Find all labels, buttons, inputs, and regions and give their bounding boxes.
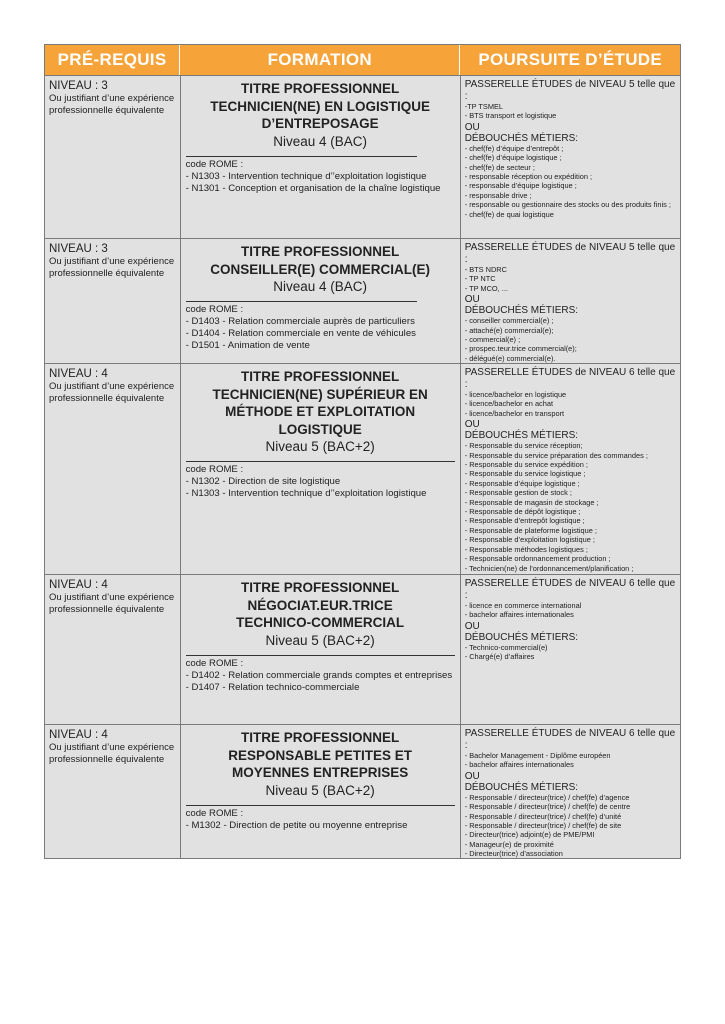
- rome-code-item: - N1302 - Direction de site logistique: [185, 476, 341, 487]
- prerequis-note: Ou justifiant d’une expérience professionnelle équivalente: [49, 381, 175, 404]
- formation-level: Niveau 4 (BAC): [273, 133, 368, 149]
- debouche-item: - chef(fe) d’équipe d’entrepôt ;: [464, 143, 564, 153]
- table-row: [44, 725, 681, 859]
- ou-separator: OU: [464, 121, 480, 133]
- rome-code-label: code ROME :: [185, 158, 244, 170]
- formation-cell: [180, 239, 460, 363]
- ou-separator: OU: [464, 770, 480, 782]
- prerequis-cell: [45, 76, 180, 238]
- prerequis-note: Ou justifiant d’une expérience professionnelle équivalente: [49, 592, 175, 615]
- ou-separator: OU: [464, 419, 480, 431]
- rome-code-item: - D1402 - Relation commerciale grands comptes et entreprises: [185, 669, 453, 681]
- formation-title-line: MÉTHODE ET EXPLOITATION: [225, 404, 416, 419]
- passerelle-item: - BTS NDRC: [464, 265, 507, 274]
- prerequis-level: NIVEAU : 3: [49, 80, 108, 92]
- debouche-item: - Responsable du service préparation des commandes ;: [464, 450, 648, 460]
- formation-table: [44, 44, 681, 859]
- formation-title-line: TITRE PROFESSIONNEL: [241, 244, 400, 259]
- formation-title-line: TECHNICO-COMMERCIAL: [236, 615, 405, 630]
- debouche-item: - responsable drive ;: [464, 190, 532, 200]
- rome-code-item: - D1407 - Relation technico-commerciale: [185, 681, 360, 693]
- rome-code-label: code ROME :: [185, 657, 244, 669]
- table-row: [44, 239, 681, 364]
- formation-title-line: TITRE PROFESSIONNEL: [241, 730, 400, 745]
- debouche-item: - Responsable gestion de stock ;: [464, 488, 572, 498]
- passerelle-item: - licence/bachelor en achat: [464, 399, 554, 409]
- formation-level: Niveau 5 (BAC+2): [265, 782, 375, 798]
- poursuite-cell: [460, 725, 680, 858]
- table-row: [44, 76, 681, 239]
- debouche-item: - Responsable méthodes logistiques ;: [464, 544, 588, 554]
- prerequis-level: NIVEAU : 4: [49, 368, 108, 380]
- debouche-item: - responsable d’équipe logistique ;: [464, 181, 577, 191]
- debouche-item: - Technico-commercial(e): [464, 642, 548, 652]
- debouche-item: - Responsable / directeur(trice) / chef(fe) de centre: [464, 802, 631, 812]
- formation-title-line: TECHNICIEN(NE) SUPÉRIEUR EN: [212, 386, 428, 402]
- rome-code-label: code ROME :: [185, 807, 244, 819]
- formation-level: Niveau 4 (BAC): [273, 279, 368, 294]
- prerequis-note: Ou justifiant d’une expérience professionnelle équivalente: [49, 93, 175, 116]
- table-row: [44, 575, 681, 725]
- formation-cell: [180, 364, 460, 574]
- ou-separator: OU: [464, 620, 480, 632]
- prerequis-level: NIVEAU : 3: [49, 243, 108, 255]
- divider: [186, 805, 455, 806]
- passerelle-item: - BTS transport et logistique: [464, 111, 557, 121]
- prerequis-note: Ou justifiant d’une expérience professionnelle équivalente: [49, 742, 175, 765]
- poursuite-cell: [460, 575, 680, 724]
- formation-cell: [180, 725, 460, 858]
- passerelle-item: - bachelor affaires internationales: [464, 760, 574, 770]
- header-prerequis: PRÉ-REQUIS: [57, 50, 167, 69]
- table-body: [44, 76, 681, 859]
- debouches-heading: DÉBOUCHÉS MÉTIERS:: [464, 631, 579, 643]
- passerelle-item: - licence en commerce international: [464, 601, 582, 610]
- debouche-item: - prospec.teur.trice commercial(e);: [464, 344, 577, 354]
- debouche-item: - responsable ou gestionnaire des stocks ou des produits finis ;: [464, 200, 671, 210]
- formation-title-line: RESPONSABLE PETITES ET: [228, 747, 413, 763]
- rome-code-item: - N1303 - Intervention technique d’’exploitation logistique: [185, 488, 427, 499]
- poursuite-cell: [460, 239, 680, 363]
- formation-level: Niveau 5 (BAC+2): [265, 632, 375, 648]
- passerelle-item: -TP TSMEL: [464, 102, 504, 111]
- table-row: [44, 364, 681, 575]
- debouche-item: - Directeur(trice) d’association: [464, 849, 563, 858]
- debouche-item: - Manageur(e) de proximité: [464, 839, 554, 849]
- debouche-item: - chef(fe) d’équipe logistique ;: [464, 153, 562, 163]
- divider: [186, 461, 455, 462]
- debouche-item: - Responsable ordonnancement production ;: [464, 554, 611, 564]
- rome-code-label: code ROME :: [185, 464, 244, 475]
- ou-separator: OU: [464, 294, 480, 306]
- formation-title-line: D’ENTREPOSAGE: [261, 116, 379, 131]
- divider: [186, 301, 417, 302]
- header-poursuite: POURSUITE D’ÉTUDE: [459, 45, 680, 75]
- debouche-item: - attaché(e) commercial(e);: [464, 325, 554, 335]
- debouche-item: - responsable réception ou expédition ;: [464, 172, 593, 182]
- passerelle-item: - TP MCO, ...: [464, 283, 508, 293]
- passerelle-item: - licence/bachelor en logistique: [464, 390, 567, 399]
- prerequis-level: NIVEAU : 4: [49, 579, 108, 591]
- debouche-item: - Responsable de dépôt logistique ;: [464, 507, 581, 517]
- formation-title-line: LOGISTIQUE: [278, 421, 362, 437]
- debouche-item: - Responsable d’entrepôt logistique ;: [464, 516, 585, 526]
- passerelle-heading: PASSERELLE ÉTUDES de NIVEAU 5 telle que :: [464, 79, 676, 102]
- debouche-item: - Technicien(ne) de l’ordonnancement/planification ;: [464, 563, 634, 573]
- prerequis-cell: [45, 239, 180, 363]
- debouche-item: - Responsable / directeur(trice) / chef(fe) de site: [464, 821, 622, 831]
- passerelle-item: - bachelor affaires internationales: [464, 610, 574, 620]
- rome-code-item: - M1302 - Direction de petite ou moyenne entreprise: [185, 819, 408, 831]
- formation-cell: [180, 76, 460, 238]
- divider: [186, 156, 417, 157]
- passerelle-heading: PASSERELLE ÉTUDES de NIVEAU 6 telle que :: [464, 367, 676, 390]
- rome-code-item: - N1303 - Intervention technique d’’exploitation logistique: [185, 170, 427, 182]
- debouches-heading: DÉBOUCHÉS MÉTIERS:: [464, 430, 579, 442]
- formation-title-line: TECHNICIEN(NE) EN LOGISTIQUE: [210, 98, 431, 114]
- debouche-item: - Responsable du service expédition ;: [464, 460, 588, 470]
- poursuite-cell: [460, 76, 680, 238]
- debouche-item: - Responsable du service réception;: [464, 441, 583, 451]
- formation-title-line: MOYENNES ENTREPRISES: [231, 765, 409, 780]
- formation-level: Niveau 5 (BAC+2): [265, 439, 375, 454]
- table-header: [44, 44, 681, 76]
- debouche-item: - Responsable de magasin de stockage ;: [464, 497, 599, 507]
- debouche-item: - chef(fe) de secteur ;: [464, 162, 535, 172]
- debouche-item: - Responsable / directeur(trice) / chef(fe) d’unité: [464, 811, 622, 821]
- debouche-item: - Responsable d’équipe logistique ;: [464, 478, 580, 488]
- debouche-item: - Responsable de plateforme logistique ;: [464, 525, 597, 535]
- debouche-item: - commercial(e) ;: [464, 335, 521, 345]
- passerelle-item: - licence/bachelor en transport: [464, 408, 565, 418]
- debouche-item: - délégué(e) commercial(e).: [464, 353, 556, 363]
- rome-code-item: - D1404 - Relation commerciale en vente de véhicules: [185, 328, 416, 339]
- rome-code-item: - N1301 - Conception et organisation de la chaîne logistique: [185, 182, 441, 194]
- prerequis-cell: [45, 364, 180, 574]
- formation-title-line: NÉGOCIAT.EUR.TRICE: [247, 597, 393, 613]
- debouches-heading: DÉBOUCHÉS MÉTIERS:: [464, 305, 579, 317]
- poursuite-cell: [460, 364, 680, 574]
- debouche-item: - Responsable / directeur(trice) / chef(fe) d’agence: [464, 792, 630, 802]
- passerelle-heading: PASSERELLE ÉTUDES de NIVEAU 5 telle que :: [464, 242, 676, 265]
- header-formation: FORMATION: [179, 45, 459, 75]
- formation-title-line: CONSEILLER(E) COMMERCIAL(E): [210, 261, 430, 277]
- rome-code-label: code ROME :: [185, 304, 244, 315]
- rome-code-item: - D1403 - Relation commerciale auprès de particuliers: [185, 316, 415, 327]
- debouche-item: - Responsable du service logistique ;: [464, 469, 586, 479]
- formation-title-line: TITRE PROFESSIONNEL: [241, 369, 400, 384]
- formation-cell: [180, 575, 460, 724]
- prerequis-cell: [45, 725, 180, 858]
- passerelle-item: - Bachelor Management - Diplôme européen: [464, 751, 611, 760]
- debouche-item: - conseiller commercial(e) ;: [464, 316, 554, 326]
- debouche-item: - chef(fe) de quai logistique: [464, 209, 554, 219]
- debouches-heading: DÉBOUCHÉS MÉTIERS:: [464, 781, 579, 793]
- debouches-heading: DÉBOUCHÉS MÉTIERS:: [464, 132, 579, 144]
- debouche-item: - Directeur(trice) adjoint(e) de PME/PMI: [464, 830, 595, 840]
- debouche-item: - Responsable d’exploitation logistique ;: [464, 535, 595, 545]
- formation-title-line: TITRE PROFESSIONNEL: [241, 81, 400, 96]
- prerequis-note: Ou justifiant d’une expérience professionnelle équivalente: [49, 256, 175, 279]
- passerelle-heading: PASSERELLE ÉTUDES de NIVEAU 6 telle que :: [464, 728, 676, 751]
- prerequis-cell: [45, 575, 180, 724]
- divider: [186, 655, 455, 656]
- debouche-item: [465, 573, 676, 574]
- passerelle-heading: PASSERELLE ÉTUDES de NIVEAU 6 telle que :: [464, 578, 676, 601]
- debouche-item: - Chargé(e) d’affaires: [464, 652, 535, 662]
- rome-code-item: - D1501 - Animation de vente: [185, 340, 310, 351]
- passerelle-item: - TP NTC: [464, 274, 496, 284]
- formation-title-line: TITRE PROFESSIONNEL: [241, 580, 400, 595]
- prerequis-level: NIVEAU : 4: [49, 729, 108, 741]
